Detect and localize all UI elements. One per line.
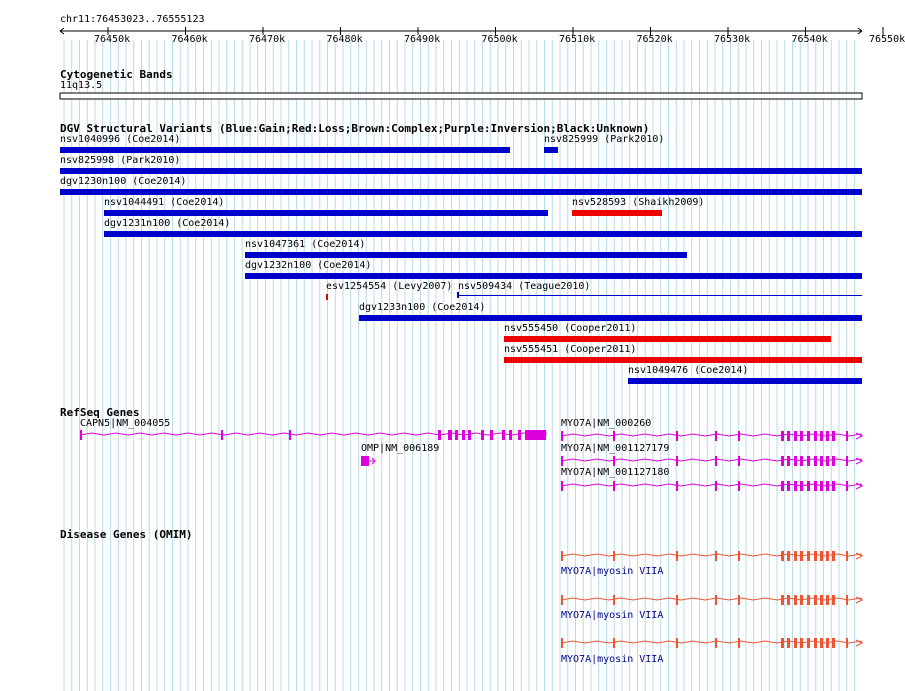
myo7a-exon — [676, 431, 678, 441]
ruler-tick-label: 76500k — [481, 34, 518, 45]
myo7a-exon — [826, 481, 829, 491]
dgv-feature-label: nsv509434 (Teague2010) — [458, 281, 591, 292]
myo7a-exon — [794, 431, 797, 441]
cyto-band-label: 11q13.5 — [60, 80, 103, 91]
capn5-exon — [490, 430, 493, 440]
myo7a-exon — [826, 431, 829, 441]
dgv-feature-label: nsv555450 (Cooper2011) — [504, 323, 637, 334]
dgv-feature-label: dgv1231n100 (Coe2014) — [104, 218, 231, 229]
omim-gene-exon — [561, 595, 563, 605]
dgv-feature-bar — [104, 210, 548, 216]
ruler-tick-label: 76450k — [94, 34, 131, 45]
myo7a-exon — [832, 481, 835, 491]
omim-gene-exon — [715, 638, 717, 648]
myo7a-exon — [807, 481, 810, 491]
omp-exon — [361, 456, 369, 466]
myo7a-exon — [715, 481, 717, 491]
omim-gene-exon — [613, 638, 615, 648]
myo7a-exon — [800, 431, 803, 441]
omim-gene-exon — [787, 551, 790, 561]
ruler-tick-label: 76510k — [559, 34, 596, 45]
capn5-exon — [221, 430, 223, 440]
myo7a-exon — [613, 431, 615, 441]
dgv-feature-bar — [60, 189, 862, 195]
omim-gene-label: MYO7A|myosin VIIA — [561, 610, 664, 621]
capn5-exon — [462, 430, 465, 440]
omim-gene-exon — [715, 595, 717, 605]
dgv-feature-bar — [245, 273, 862, 279]
dgv-feature-bar — [572, 210, 662, 216]
capn5-exon — [448, 430, 452, 440]
region-label: chr11:76453023..76555123 — [60, 14, 205, 25]
ruler-tick-label: 76480k — [326, 34, 363, 45]
myo7a-exon — [613, 481, 615, 491]
refseq-gene-label: OMP|NM_006189 — [361, 443, 440, 454]
myo7a-exon — [676, 481, 678, 491]
capn5-exon — [481, 430, 484, 440]
cyto-band — [60, 93, 862, 99]
myo7a-exon — [676, 456, 678, 466]
myo7a-exon — [800, 456, 803, 466]
omim-gene-exon — [826, 551, 829, 561]
omim-gene-exon — [676, 638, 678, 648]
omim-gene-exon — [613, 595, 615, 605]
omim-gene-exon — [561, 551, 563, 561]
ruler-tick-label: 76540k — [791, 34, 828, 45]
dgv-feature-label: nsv1049476 (Coe2014) — [628, 365, 749, 376]
myo7a-exon — [715, 431, 717, 441]
myo7a-exon — [781, 456, 784, 466]
myo7a-exon — [800, 481, 803, 491]
dgv-feature-bar — [60, 147, 510, 153]
refseq-gene-label: CAPN5|NM_004055 — [80, 418, 171, 429]
capn5-exon — [525, 430, 546, 440]
omim-gene-exon — [800, 595, 803, 605]
omim-gene-label: MYO7A|myosin VIIA — [561, 654, 664, 665]
dgv-feature-bar — [504, 336, 831, 342]
omim-gene-exon — [738, 551, 740, 561]
omim-gene-exon — [781, 595, 784, 605]
myo7a-exon — [814, 481, 817, 491]
myo7a-exon — [787, 431, 790, 441]
myo7a-exon — [787, 456, 790, 466]
myo7a-exon — [846, 456, 848, 466]
omim-gene-exon — [826, 638, 829, 648]
dgv-feature-bar — [458, 295, 862, 296]
myo7a-exon — [846, 481, 848, 491]
omim-gene-exon — [781, 551, 784, 561]
dgv-feature-bar — [60, 168, 862, 174]
dgv-feature-label: nsv1047361 (Coe2014) — [245, 239, 366, 250]
capn5-exon — [455, 430, 458, 440]
myo7a-exon — [561, 431, 563, 441]
dgv-feature-label: nsv1044491 (Coe2014) — [104, 197, 225, 208]
omim-gene-exon — [781, 638, 784, 648]
dgv-feature-label: dgv1232n100 (Coe2014) — [245, 260, 372, 271]
dgv-feature-bar — [245, 252, 687, 258]
ruler-tick-label: 76460k — [171, 34, 208, 45]
cyto-track-title: Cytogenetic Bands — [60, 68, 173, 81]
myo7a-exon — [832, 456, 835, 466]
dgv-feature-label: dgv1230n100 (Coe2014) — [60, 176, 187, 187]
omim-gene-exon — [794, 595, 797, 605]
omim-gene-exon — [826, 595, 829, 605]
omim-gene-exon — [846, 638, 848, 648]
myo7a-exon — [846, 431, 848, 441]
refseq-gene-label: MYO7A|NM_001127179 — [561, 443, 670, 454]
omim-gene-exon — [794, 551, 797, 561]
ruler-tick-label: 76470k — [249, 34, 286, 45]
myo7a-exon — [715, 456, 717, 466]
dgv-feature-label: nsv825999 (Park2010) — [544, 134, 665, 145]
omim-gene-exon — [814, 638, 817, 648]
dgv-feature-bar — [104, 231, 862, 237]
dgv-feature-label: esv1254554 (Levy2007) — [326, 281, 453, 292]
myo7a-exon — [826, 456, 829, 466]
dgv-feature-label: nsv528593 (Shaikh2009) — [572, 197, 705, 208]
myo7a-exon — [807, 431, 810, 441]
dgv-feature-label: nsv555451 (Cooper2011) — [504, 344, 637, 355]
myo7a-exon — [561, 481, 563, 491]
myo7a-exon — [832, 431, 835, 441]
omim-gene-exon — [846, 595, 848, 605]
myo7a-exon — [781, 431, 784, 441]
omim-gene-exon — [794, 638, 797, 648]
myo7a-exon — [738, 481, 740, 491]
omim-gene-label: MYO7A|myosin VIIA — [561, 566, 664, 577]
omim-gene-exon — [832, 595, 835, 605]
myo7a-exon — [738, 456, 740, 466]
omim-gene-exon — [814, 551, 817, 561]
omim-gene-exon — [820, 595, 823, 605]
omim-gene-exon — [715, 551, 717, 561]
capn5-exon — [468, 430, 471, 440]
omim-gene-exon — [787, 638, 790, 648]
myo7a-exon — [814, 456, 817, 466]
omim-gene-exon — [676, 551, 678, 561]
myo7a-exon — [820, 481, 823, 491]
dgv-track-title: DGV Structural Variants (Blue:Gain;Red:Loss;Brown:Complex;Purple:Inversion;Black:Unknown) — [60, 122, 650, 135]
dgv-feature-bar — [359, 315, 862, 321]
dgv-feature-bar — [628, 378, 862, 384]
myo7a-exon — [820, 431, 823, 441]
refseq-gene-label: MYO7A|NM_001127180 — [561, 467, 670, 478]
omim-track-title: Disease Genes (OMIM) — [60, 528, 193, 541]
omim-gene-exon — [738, 595, 740, 605]
ruler-tick-label: 76530k — [714, 34, 751, 45]
capn5-exon — [289, 430, 291, 440]
capn5-exon — [509, 430, 512, 440]
ruler-tick-label: 76490k — [404, 34, 441, 45]
dgv-feature-bar — [504, 357, 862, 363]
myo7a-exon — [814, 431, 817, 441]
myo7a-exon — [787, 481, 790, 491]
myo7a-exon — [561, 456, 563, 466]
omim-gene-exon — [738, 638, 740, 648]
omim-gene-exon — [787, 595, 790, 605]
myo7a-exon — [794, 481, 797, 491]
omim-gene-exon — [832, 638, 835, 648]
omim-gene-exon — [613, 551, 615, 561]
ruler-tick-label: 76550k — [869, 34, 905, 45]
capn5-exon — [80, 430, 82, 440]
omim-gene-exon — [820, 638, 823, 648]
refseq-track-title: RefSeq Genes — [60, 406, 140, 419]
dgv-feature-label: dgv1233n100 (Coe2014) — [359, 302, 486, 313]
omim-gene-exon — [807, 638, 810, 648]
ruler-tick-label: 76520k — [636, 34, 673, 45]
capn5-intron — [80, 433, 546, 435]
myo7a-exon — [781, 481, 784, 491]
myo7a-exon — [820, 456, 823, 466]
myo7a-exon — [738, 431, 740, 441]
omim-gene-exon — [800, 638, 803, 648]
omim-gene-exon — [807, 551, 810, 561]
omim-gene-exon — [814, 595, 817, 605]
myo7a-exon — [807, 456, 810, 466]
capn5-exon — [518, 430, 521, 440]
omim-gene-exon — [820, 551, 823, 561]
capn5-exon — [438, 430, 441, 440]
myo7a-exon — [613, 456, 615, 466]
capn5-exon — [502, 430, 505, 440]
refseq-gene-label: MYO7A|NM_000260 — [561, 418, 652, 429]
omim-gene-exon — [846, 551, 848, 561]
omim-gene-exon — [807, 595, 810, 605]
dgv-feature-label: nsv825998 (Park2010) — [60, 155, 181, 166]
myo7a-exon — [794, 456, 797, 466]
omim-gene-exon — [832, 551, 835, 561]
omim-gene-exon — [676, 595, 678, 605]
omim-gene-exon — [800, 551, 803, 561]
dgv-feature-bar — [326, 294, 328, 300]
dgv-feature-label: nsv1040996 (Coe2014) — [60, 134, 181, 145]
omim-gene-exon — [561, 638, 563, 648]
dgv-feature-bar — [544, 147, 558, 153]
